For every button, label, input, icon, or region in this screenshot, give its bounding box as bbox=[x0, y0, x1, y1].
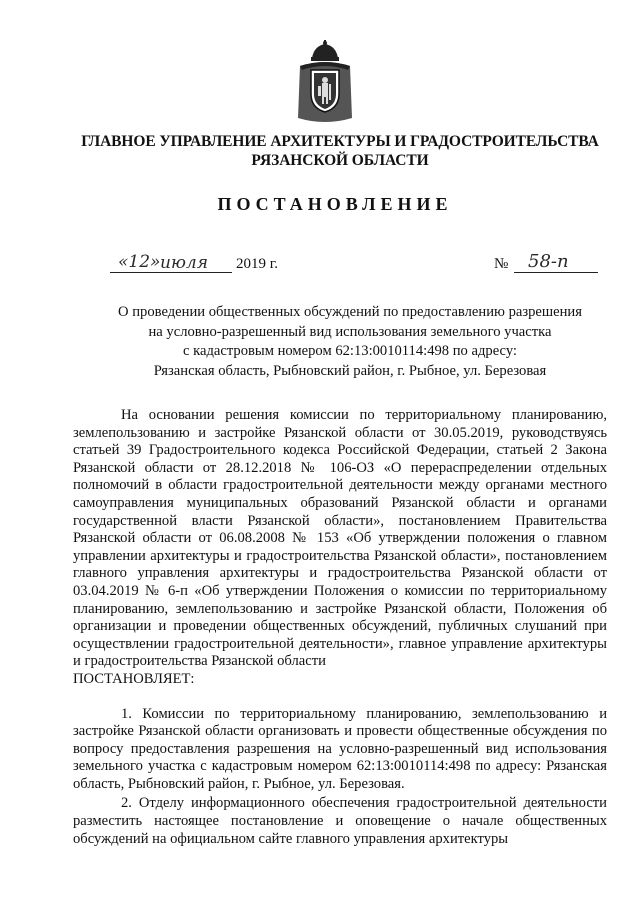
document-subject bbox=[80, 303, 620, 381]
subject-line-3: с кадастровым номером 62:13:0010114:498 по адресу: bbox=[183, 343, 517, 359]
item-2-paragraph: 2. Отделу информационного обеспечения градостроительной деятельности разместить настоящее постановление и оповещение о начале общественных обсуждений на официальном сайте главного управления архитектуры bbox=[73, 795, 607, 847]
resolves-heading: ПОСТАНОВЛЯЕТ: bbox=[73, 670, 195, 687]
date-underline bbox=[110, 272, 232, 273]
number-sign: № bbox=[494, 256, 509, 272]
document-body bbox=[73, 407, 607, 848]
number-underline bbox=[514, 272, 598, 273]
date-year: 2019 г. bbox=[236, 256, 278, 272]
item-1-paragraph: 1. Комиссии по территориальному планированию, землепользованию и застройке Рязанской области организовать и провести общественные обсуждения по вопросу предоставления разрешения на условно-разрешенный вид использования земельного участка с кадастровым номером 62:13:0010114:498 по адресу: Рязанская область, Рыбновский район, г. Рыбное, ул. Березовая. bbox=[73, 705, 607, 792]
organization-line-1: ГЛАВНОЕ УПРАВЛЕНИЕ АРХИТЕКТУРЫ И ГРАДОСТРОИТЕЛЬСТВА bbox=[81, 133, 599, 150]
date-day: «12» bbox=[118, 252, 161, 272]
organization-name bbox=[60, 132, 620, 170]
date-month: июля bbox=[160, 253, 208, 273]
subject-line-2: на условно-разрешенный вид использования земельного участка bbox=[148, 323, 552, 340]
subject-line-1: О проведении общественных обсуждений по предоставлению разрешения bbox=[118, 304, 582, 320]
subject-line-4: Рязанская область, Рыбновский район, г. Рыбное, ул. Березовая bbox=[153, 362, 547, 379]
document-type: ПОСТАНОВЛЕНИЕ bbox=[217, 194, 453, 214]
preamble-paragraph: На основании решения комиссии по территориальному планированию, землепользованию и застройке Рязанской области от 30.05.2019, руководствуясь статьей 39 Градостроительного кодекса Российской Федерации, статьей 2 Закона Рязанской области от 28.12.2018 № 106-ОЗ «О перераспределении отдельных полномочий в области градостроительной деятельности между органами местного самоуправления муниципальных образований Рязанской области и органами государственной власти Рязанской области», постановлением Правительства Рязанской области от 06.08.2008 № 153 «Об утверждении положения о главном управлении архитектуры и градостроительства Рязанской области», постановлением главного управления архитектуры и градостроительства Рязанской области от 03.04.2019 № 6-п «Об утверждении Положения о комиссии по территориальному планированию, землепользованию и застройке Рязанской области, Положения об организации и проведении общественных обсуждений, публичных слушаний при осуществлении градостроительной деятельности», главное управление архитектуры и градостроительства Рязанской области bbox=[73, 407, 607, 670]
document-number: 58-п bbox=[528, 251, 569, 272]
date-number-row bbox=[110, 250, 610, 278]
organization-line-2: РЯЗАНСКОЙ ОБЛАСТИ bbox=[251, 152, 429, 169]
coat-of-arms-icon bbox=[294, 40, 356, 124]
